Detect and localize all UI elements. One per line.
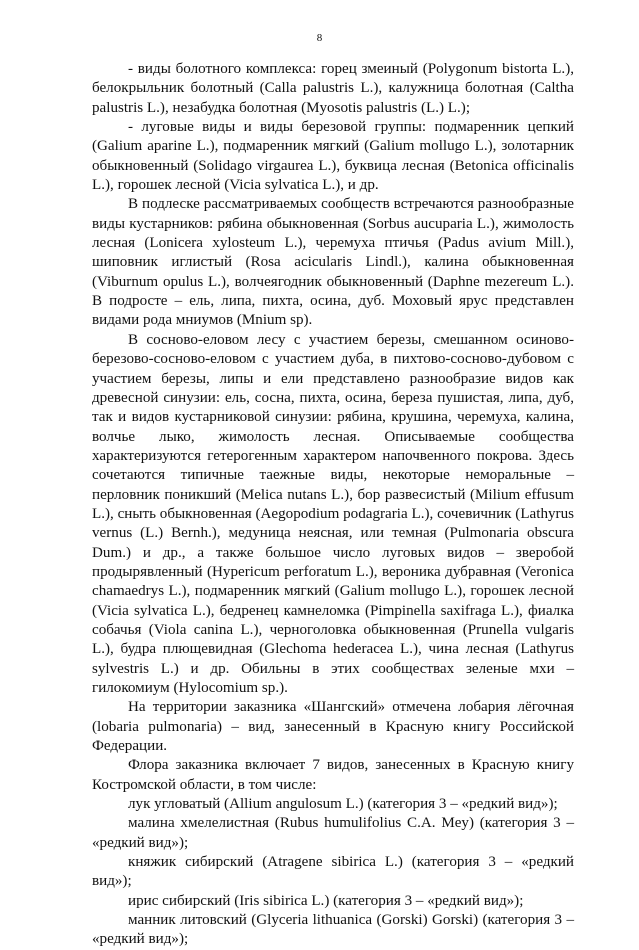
- paragraph-pine-spruce-forest: В сосново-еловом лесу с участием березы, смешанном осиново-березово-сосново-еловом с участием дуба, в пихтово-сосново-дубовом с участием березы, липы и ели представлено разнообразие видов как древесной синузии: ель, сосна, пихта, осина, береза пушистая, липа, дуб, так и видов кустарниковой синузии: рябина, крушина, черемуха, калина, волчье лыко, жимолость лесная. Описываемые сообщества характеризуются гетерогенным характером напочвенного покрова. Здесь сочетаются типичные таежные виды, некоторые неморальные – перловник поникший (Melica nutans L.), бор развесистый (Milium effusum L.), сныть обыкновенная (Aegopodium podagraria L.), сочевичник (Lathyrus vernus (L.) Bernh.), медуница неясная, или темная (Pulmonaria obscura Dum.) и др., а также большое число луговых видов – зверобой продырявленный (Hypericum perforatum L.), вероника дубравная (Veronica chamaedrys L.), подмаренник мягкий (Galium mollugo L.), горошек лесной (Vicia sylvatica L.), бедренец камнеломка (Pimpinella saxifraga L.), фиалка собачья (Viola canina L.), черноголовка обыкновенная (Prunella vulgaris L.), будра плющевидная (Glechoma hederacea L.), чина лесная (Lathyrus sylvestris L.) и др. Обильны в этих сообществах зеленые мхи – гилокомиум (Hylocomium sp.).: [92, 331, 574, 696]
- paragraph-swamp-species: - виды болотного комплекса: горец змеиный (Polygonum bistorta L.), белокрыльник болотный (Calla palustris L.), калужница болотная (Caltha palustris L.), незабудка болотная (Myosotis palustris (L.) L.);: [92, 61, 574, 116]
- list-item-iris: ирис сибирский (Iris sibirica L.) (категория 3 – «редкий вид»);: [128, 892, 524, 909]
- paragraph-red-book-intro: Флора заказника включает 7 видов, занесенных в Красную книгу Костромской области, в том числе:: [92, 757, 574, 793]
- list-item-atragene: княжик сибирский (Atragene sibirica L.) (категория 3 – «редкий вид»);: [92, 854, 574, 890]
- paragraph-undergrowth: В подлеске рассматриваемых сообществ встречаются разнообразные виды кустарников: рябина обыкновенная (Sorbus aucuparia L.), жимолость лесная (Lonicera xylosteum L.), черемуха птичья (Padus avium Mill.), шиповник иглистый (Rosa acicularis Lindl.), калина обыкновенная (Viburnum opulus L.), волчеягодник обыкновенный (Daphne mezereum L.). В подросте – ель, липа, пихта, осина, дуб. Моховый ярус представлен видами рода мниумов (Mnium sp).: [92, 196, 574, 329]
- paragraph-lobaria: На территории заказника «Шангский» отмечена лобария лёгочная (lobaria pulmonaria) – вид, занесенный в Красную книгу Российской Федерации.: [92, 699, 574, 755]
- document-body: [92, 60, 574, 950]
- list-item-glyceria: манник литовский (Glyceria lithuanica (Gorski) Gorski) (категория 3 – «редкий вид»);: [92, 912, 574, 948]
- page-number: 8: [316, 32, 323, 44]
- list-item-allium: лук угловатый (Allium angulosum L.) (категория 3 – «редкий вид»);: [128, 796, 558, 813]
- list-item-rubus: малина хмелелистная (Rubus humulifolius C.A. Mey) (категория 3 – «редкий вид»);: [92, 815, 574, 851]
- paragraph-meadow-species: - луговые виды и виды березовой группы: подмаренник цепкий (Galium aparine L.), подмаренник мягкий (Galium mollugo L.), золотарник обыкновенный (Solidago virgaurea L.), буквица лесная (Betonica officinalis L.), горошек лесной (Vicia sylvatica L.), и др.: [92, 119, 574, 194]
